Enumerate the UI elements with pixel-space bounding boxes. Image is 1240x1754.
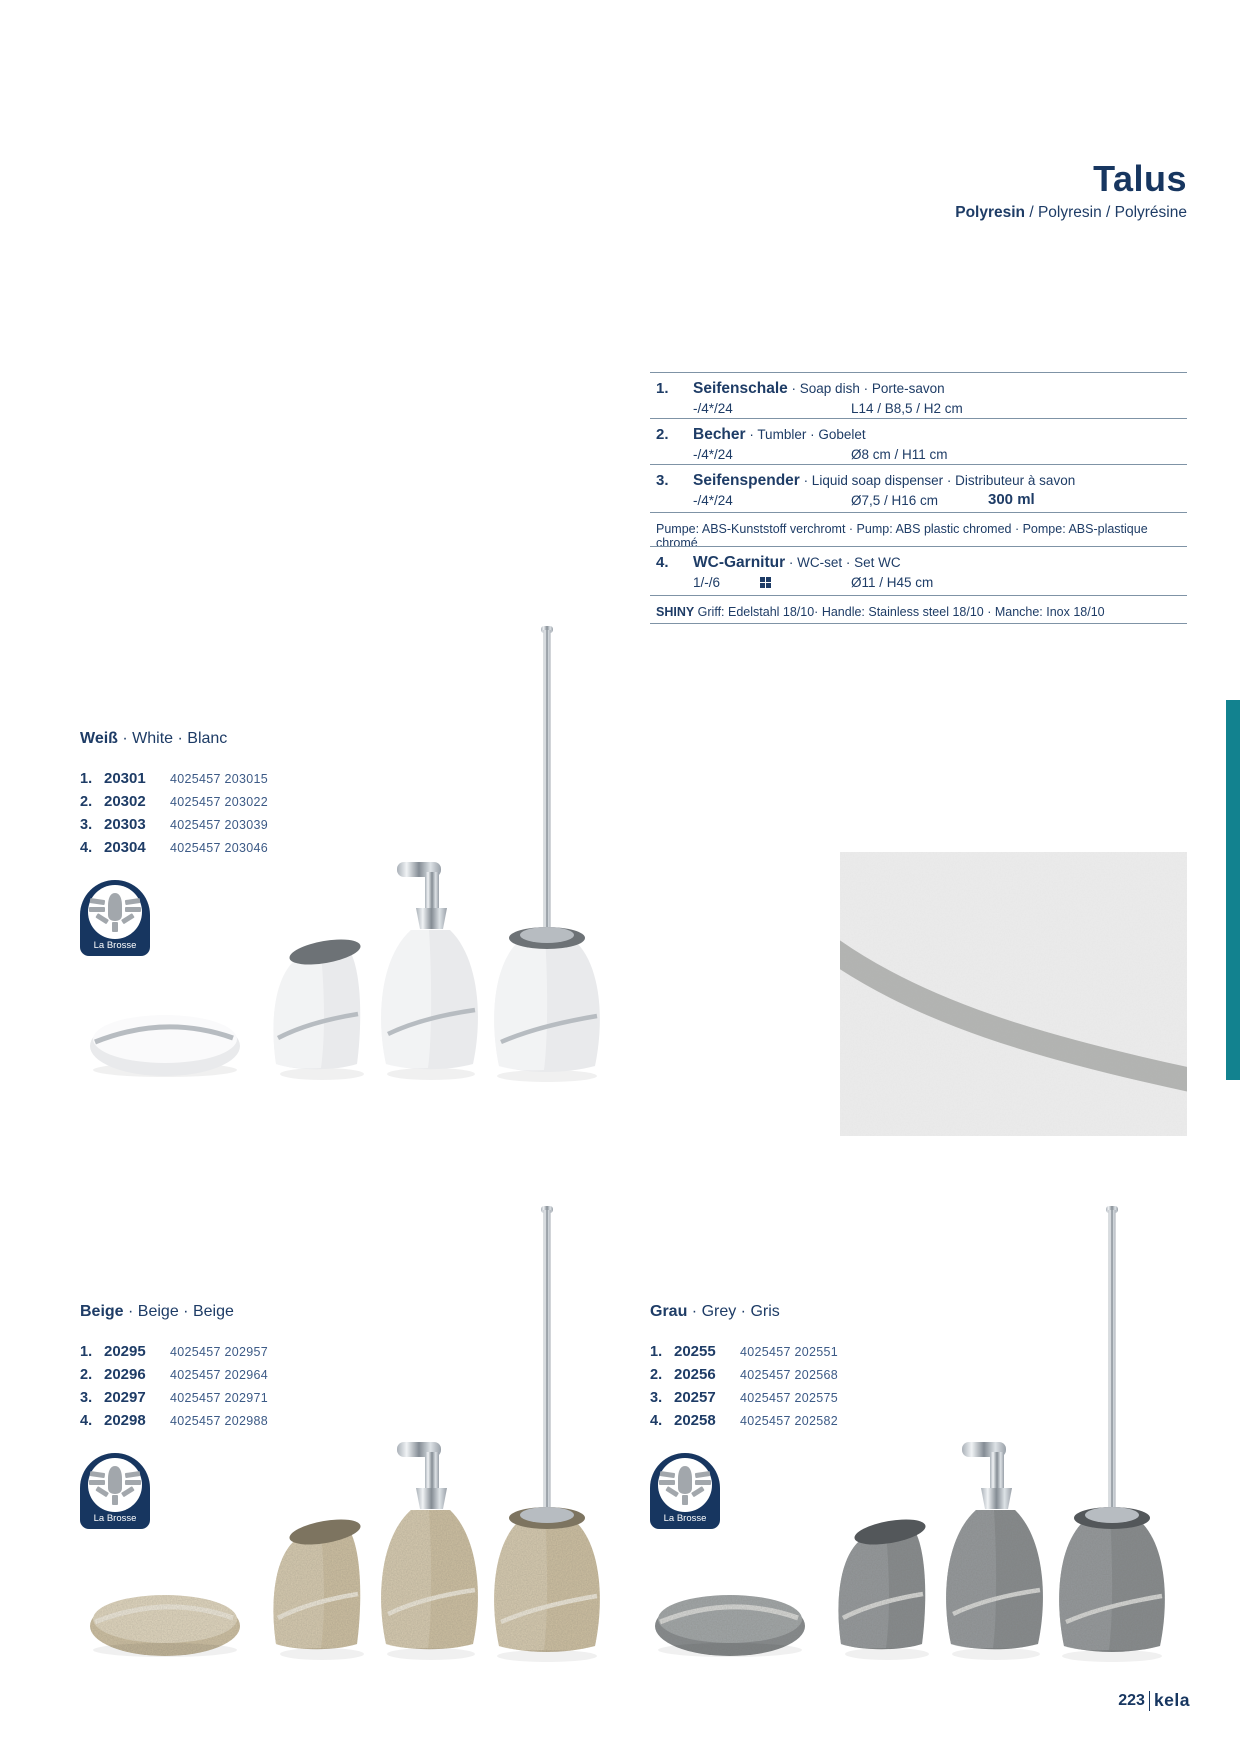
product-name-translations: · Tumbler · Gobelet (745, 427, 866, 442)
article-row: 1. 20255 4025457 202551 (650, 1343, 839, 1360)
product-name: Becher (693, 426, 746, 443)
article-row: 2. 20256 4025457 202568 (650, 1366, 839, 1383)
article-row: 3. 20257 4025457 202575 (650, 1389, 839, 1406)
product-photo-beige-set (75, 1198, 615, 1668)
article-number: 20304 (104, 839, 146, 856)
ean-code: 4025457 202582 (740, 1414, 839, 1428)
section-tab (1226, 700, 1240, 1080)
ean-code: 4025457 203015 (170, 772, 269, 786)
row-number: 2. (656, 426, 669, 443)
ean-code: 4025457 203022 (170, 795, 269, 809)
ean-code: 4025457 202964 (170, 1368, 269, 1382)
spec-row-tumbler (650, 418, 1187, 464)
badge-label: La Brosse (93, 1513, 137, 1524)
ean-code: 4025457 202971 (170, 1391, 269, 1405)
article-number: 20256 (674, 1366, 716, 1383)
article-number: 20296 (104, 1366, 146, 1383)
footer-divider (1149, 1691, 1150, 1711)
ean-code: 4025457 202575 (740, 1391, 839, 1405)
product-name-translations: · Soap dish · Porte-savon (787, 381, 945, 396)
article-number: 20255 (674, 1343, 716, 1360)
product-name: WC-Garnitur (693, 554, 786, 571)
dimensions: Ø7,5 / H16 cm (851, 493, 939, 508)
packing-units: 1/-/6 (693, 575, 721, 590)
article-row: 1. 20301 4025457 203015 (80, 770, 269, 787)
page-number: 223 (1118, 1691, 1145, 1709)
badge-label: La Brosse (663, 1513, 707, 1524)
page-footer (1118, 1690, 1190, 1711)
packing-units: -/4*/24 (693, 447, 733, 462)
article-row: 4. 20258 4025457 202582 (650, 1412, 839, 1429)
product-spec-table (650, 372, 1187, 624)
row-number: 3. (656, 472, 669, 489)
row-number: 1. (656, 380, 669, 397)
product-photo-white-set (75, 618, 615, 1088)
article-number: 20257 (674, 1389, 716, 1406)
dimensions: Ø11 / H45 cm (851, 575, 934, 590)
article-number: 20297 (104, 1389, 146, 1406)
texture-detail-image (840, 852, 1187, 1136)
product-photo-grey-set (640, 1198, 1180, 1668)
article-row: 3. 20297 4025457 202971 (80, 1389, 269, 1406)
spec-row-soap-dispenser (650, 464, 1187, 512)
material-de: Polyresin (955, 204, 1026, 221)
ean-code: 4025457 202568 (740, 1368, 839, 1382)
page-title: Talus (1093, 158, 1187, 199)
spec-row-wc-set (650, 546, 1187, 595)
color-heading: Grau · Grey · Gris (650, 1303, 780, 1320)
article-row: 3. 20303 4025457 203039 (80, 816, 269, 833)
product-name: Seifenspender (693, 472, 800, 489)
color-heading: Weiß · White · Blanc (80, 730, 228, 747)
texture-detail-photo (840, 852, 1187, 1136)
badge-label: La Brosse (93, 940, 137, 951)
capacity: 300 ml (988, 491, 1035, 508)
product-name-translations: · WC-set · Set WC (785, 555, 901, 570)
article-number: 20258 (674, 1412, 716, 1429)
row-number: 4. (656, 554, 669, 571)
ean-code: 4025457 202988 (170, 1414, 269, 1428)
material-translations: / Polyresin / Polyrésine (1025, 204, 1187, 221)
shiny-handle-note: SHINY Griff: Edelstahl 18/10· Handle: Stainless steel 18/10 · Manche: Inox 18/10 (650, 595, 1187, 624)
ean-code: 4025457 202551 (740, 1345, 839, 1359)
material-subtitle (955, 204, 1187, 222)
article-number: 20301 (104, 770, 146, 787)
article-number: 20303 (104, 816, 146, 833)
article-row: 4. 20298 4025457 202988 (80, 1412, 269, 1429)
ean-code: 4025457 203046 (170, 841, 269, 855)
pump-material-note: Pumpe: ABS-Kunststoff verchromt · Pump: ABS plastic chromed · Pompe: ABS-plastique chromé (650, 512, 1187, 546)
article-number: 20302 (104, 793, 146, 810)
article-row: 1. 20295 4025457 202957 (80, 1343, 269, 1360)
product-name-translations: · Liquid soap dispenser · Distributeur à savon (799, 473, 1076, 488)
ean-code: 4025457 203039 (170, 818, 269, 832)
packing-units: -/4*/24 (693, 401, 733, 416)
article-row: 2. 20302 4025457 203022 (80, 793, 269, 810)
brand-logo: kela (1153, 1690, 1190, 1710)
article-row: 2. 20296 4025457 202964 (80, 1366, 269, 1383)
article-row: 4. 20304 4025457 203046 (80, 839, 269, 856)
set-pieces-icon (760, 577, 772, 589)
article-number: 20295 (104, 1343, 146, 1360)
color-heading: Beige · Beige · Beige (80, 1303, 234, 1320)
product-name: Seifenschale (693, 380, 788, 397)
packing-units: -/4*/24 (693, 493, 733, 508)
dimensions: Ø8 cm / H11 cm (851, 447, 948, 462)
ean-code: 4025457 202957 (170, 1345, 269, 1359)
spec-row-soap-dish (650, 372, 1187, 418)
article-number: 20298 (104, 1412, 146, 1429)
dimensions: L14 / B8,5 / H2 cm (851, 401, 963, 416)
